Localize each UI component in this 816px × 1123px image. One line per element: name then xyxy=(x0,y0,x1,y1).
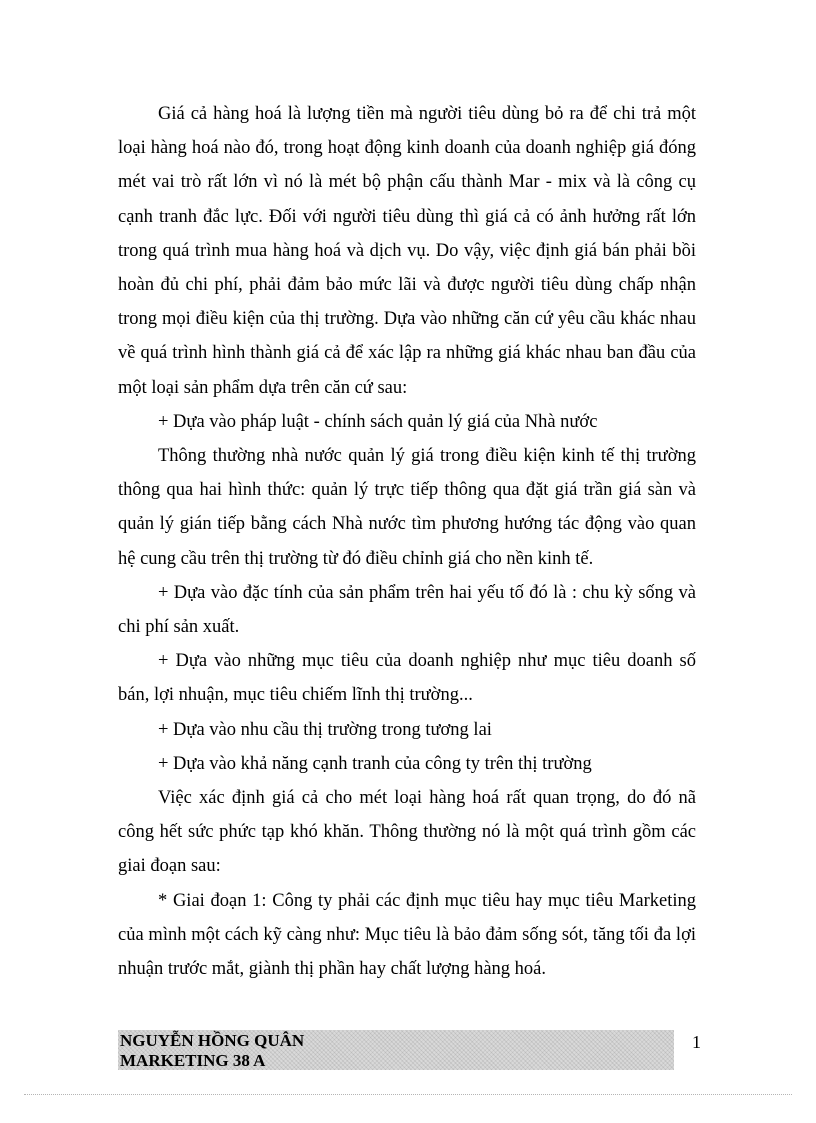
bullet-law-policy: + Dựa vào pháp luật - chính sách quản lý giá của Nhà nước xyxy=(158,411,598,432)
page-number: 1 xyxy=(692,1032,701,1052)
paragraph-pricing-process: Việc xác định giá cả cho mét loại hàng hoá rất quan trọng, do đó nã công hết sức phức tạp khó khăn. Thông thường nó là một quá trình gồm các giai đoạn sau: xyxy=(118,788,696,877)
page-bottom-divider xyxy=(24,1094,792,1095)
paragraph-state-management: Thông thường nhà nước quản lý giá trong điều kiện kinh tế thị trường thông qua hai hình thức: quản lý trực tiếp thông qua đặt giá trần giá sàn và quản lý gián tiếp bằng cách Nhà nước tìm phương hướng tác động vào quan hệ cung cầu trên thị trường từ đó điều chỉnh giá cho nền kinh tế. xyxy=(118,446,696,569)
body-text xyxy=(118,97,696,986)
bullet-product-characteristics: + Dựa vào đặc tính của sản phẩm trên hai yếu tố đó là : chu kỳ sống và chi phí sản xuất. xyxy=(118,582,696,638)
paragraph-stage-one: * Giai đoạn 1: Công ty phải các định mục tiêu hay mục tiêu Marketing của mình một cách kỹ càng như: Mục tiêu là bảo đảm sống sót, tăng tối đa lợi nhuận trước mắt, giành thị phần hay chất lượng hàng hoá. xyxy=(118,890,696,980)
bullet-competitiveness: + Dựa vào khả năng cạnh tranh của công ty trên thị trường xyxy=(158,753,592,774)
footer-author: NGUYỄN HỒNG QUÂN xyxy=(120,1031,305,1050)
footer-class: MARKETING 38 A xyxy=(120,1051,266,1070)
bullet-future-demand: + Dựa vào nhu cầu thị trường trong tương lai xyxy=(158,719,492,740)
bullet-business-goals: + Dựa vào những mục tiêu của doanh nghiệp như mục tiêu doanh số bán, lợi nhuận, mục tiêu chiếm lĩnh thị trường... xyxy=(118,651,696,706)
paragraph-price-intro: Giá cả hàng hoá là lượng tiền mà người tiêu dùng bỏ ra để chi trả một loại hàng hoá nào đó, trong hoạt động kinh doanh của doanh nghiệp giá đóng mét vai trò rất lớn vì nó là mét bộ phận cấu thành Mar - mix và là công cụ cạnh tranh đắc lực. Đối với người tiêu dùng thì giá cả có ảnh hưởng rất lớn trong quá trình mua hàng hoá và dịch vụ. Do vậy, việc định giá bán phải bồi hoàn đủ chi phí, phải đảm bảo mức lãi và được người tiêu dùng chấp nhận trong mọi điều kiện của thị trường. Dựa vào những căn cứ yêu cầu khác nhau về quá trình hình thành giá cả để xác lập ra những giá khác nhau ban đầu của một loại sản phẩm dựa trên căn cứ sau: xyxy=(118,104,696,398)
